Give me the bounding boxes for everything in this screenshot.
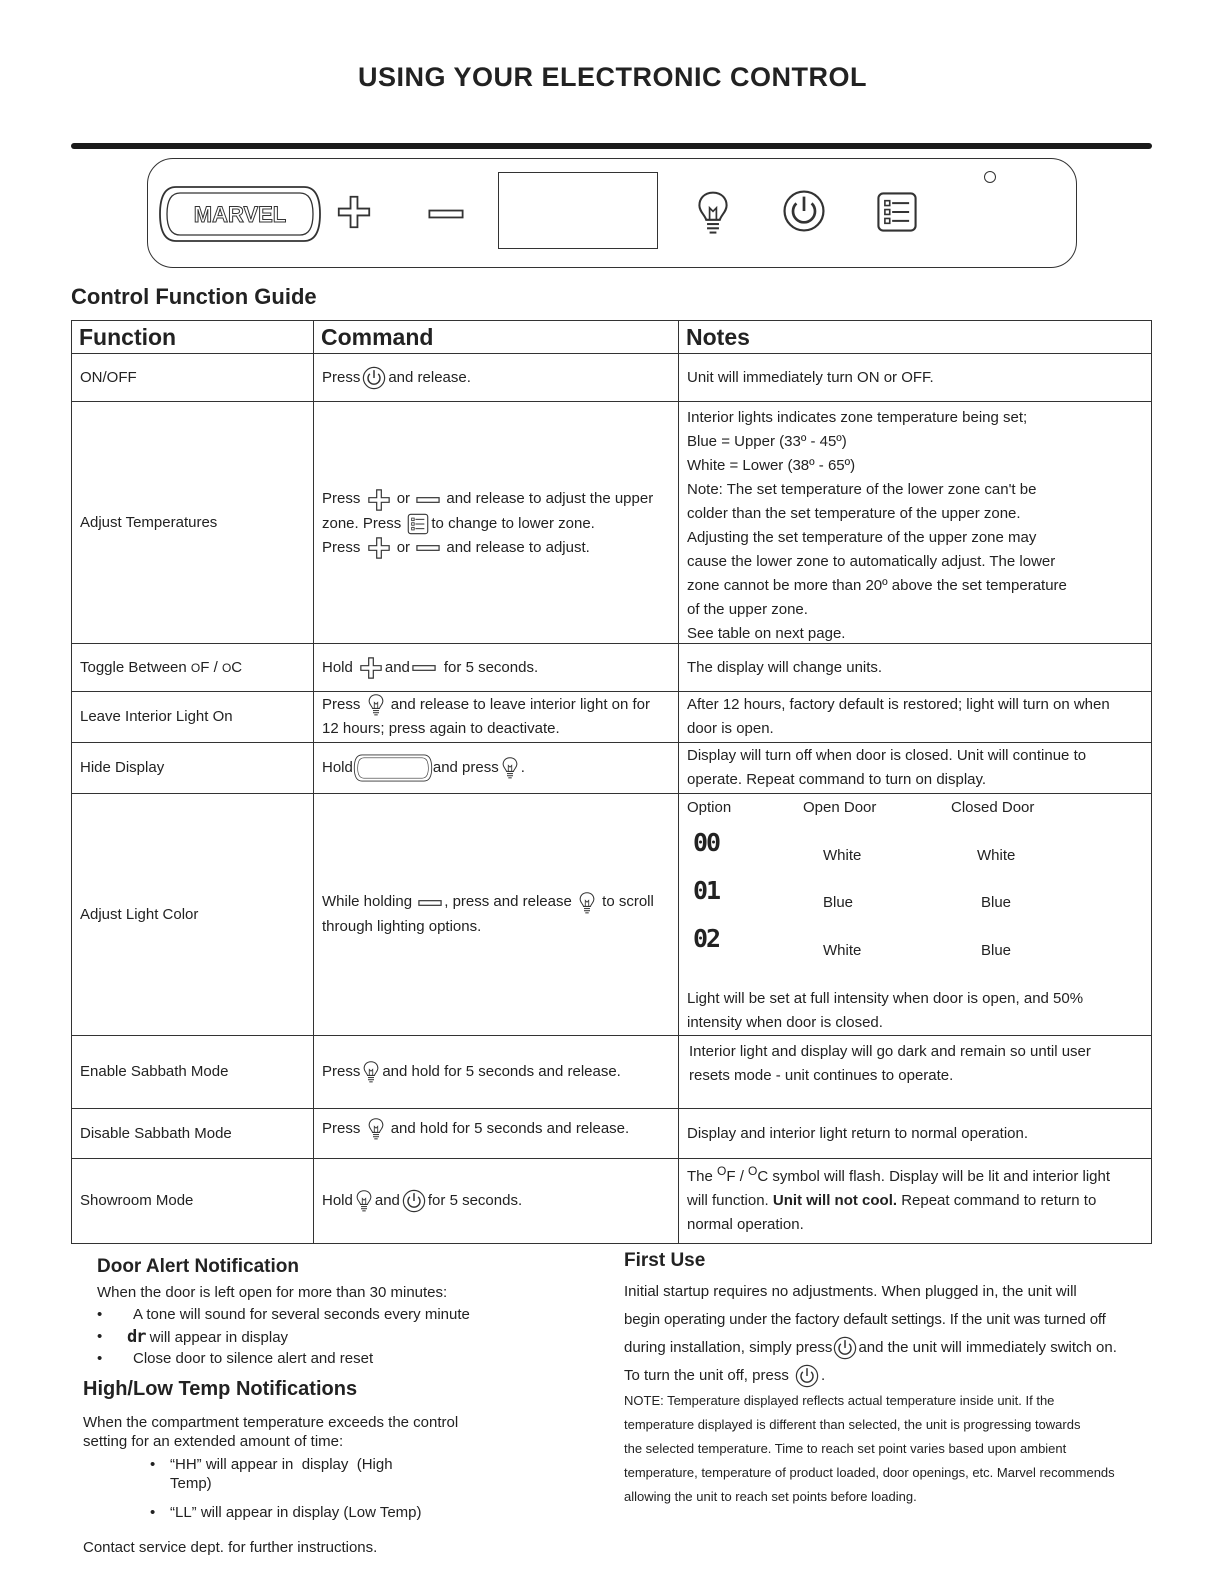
list-item-text: Temp)	[170, 1475, 212, 1492]
light-bulb-icon	[367, 693, 385, 717]
row-onoff-notes: Unit will immediately turn ON or OFF.	[678, 353, 1152, 402]
temp-notifications-title: High/Low Temp Notifications	[83, 1378, 358, 1400]
list-item: • “LL” will appear in display (Low Temp)	[150, 1504, 422, 1521]
command-text: and hold for 5 seconds and release.	[382, 1063, 621, 1080]
plus-icon	[367, 488, 391, 512]
list-item-text: will appear in display	[149, 1329, 289, 1346]
light-open-header: Open Door	[803, 799, 877, 816]
command-text: and	[384, 658, 410, 676]
minus-icon	[418, 899, 442, 907]
notes-line: operate. Repeat command to turn on display.	[687, 771, 987, 788]
command-text: 12 hours; press again to deactivate.	[322, 720, 560, 738]
power-icon	[833, 1336, 857, 1360]
degree-sup: O	[748, 1164, 758, 1178]
command-text: Press	[322, 490, 361, 508]
row-enable-sabbath-notes	[678, 1035, 1152, 1109]
command-text: to scroll	[602, 893, 654, 911]
command-text: and hold for 5 seconds and release.	[390, 1120, 630, 1137]
command-text: Press	[322, 1120, 361, 1137]
notes-line: Adjusting the set temperature of the upper zone may	[687, 529, 1037, 546]
light-closed-value: White	[977, 847, 1016, 864]
command-text: for 5 seconds.	[427, 1192, 523, 1209]
command-text: and release.	[388, 368, 471, 386]
body-line: Initial startup requires no adjustments. When plugged in, the unit will	[624, 1283, 1077, 1300]
list-item	[97, 1348, 557, 1370]
notes-text: normal operation.	[687, 1216, 804, 1233]
guide-title: Control Function Guide	[71, 284, 317, 309]
notes-line: resets mode - unit continues to operate.	[689, 1067, 954, 1084]
function-text: C	[231, 658, 243, 676]
power-icon	[782, 189, 826, 233]
row-enable-sabbath-command	[313, 1035, 679, 1109]
note-line: NOTE: Temperature displayed reflects actual temperature inside unit. If the	[624, 1393, 1055, 1408]
note-line: the selected temperature. Time to reach set point varies based upon ambient	[624, 1441, 1067, 1456]
light-open-value: White	[823, 847, 862, 864]
light-open-value: White	[823, 942, 862, 959]
temp-notifications-list	[150, 1455, 422, 1522]
command-text: Press	[322, 368, 361, 386]
notes-line: White = Lower (38º - 65º)	[687, 457, 856, 474]
minus-icon	[416, 496, 440, 504]
row-showroom-notes	[678, 1158, 1152, 1244]
command-text: or	[396, 490, 411, 508]
notes-line: Interior light and display will go dark and remain so until user	[689, 1043, 1091, 1060]
row-onoff-function: ON/OFF	[71, 353, 314, 402]
row-hide-display-function: Hide Display	[71, 742, 314, 794]
command-text: and release to leave interior light on for	[390, 696, 651, 713]
notes-text: Repeat command to return to	[897, 1192, 1097, 1209]
minus-icon	[416, 544, 440, 552]
list-item	[97, 1304, 557, 1326]
door-alert-intro: When the door is left open for more than 30 minutes:	[97, 1284, 448, 1301]
notes-line: of the upper zone.	[687, 601, 808, 618]
intro-line: When the compartment temperature exceeds the control	[83, 1414, 459, 1431]
command-text: through lighting options.	[322, 917, 482, 935]
power-icon	[362, 366, 386, 390]
row-hide-display-command	[313, 742, 679, 794]
row-enable-sabbath-function: Enable Sabbath Mode	[71, 1035, 314, 1109]
notes-text: The	[687, 1168, 718, 1185]
door-code: dr	[127, 1327, 146, 1347]
notes-text: will function.	[687, 1192, 773, 1209]
notes-text: C symbol will flash. Display will be lit and interior light	[757, 1168, 1110, 1185]
light-bulb-icon	[355, 1189, 373, 1213]
row-hide-display-notes	[678, 742, 1152, 794]
notes-line: Note: The set temperature of the lower zone can't be	[687, 481, 1037, 498]
first-use-body	[624, 1278, 1154, 1390]
notes-line: Interior lights indicates zone temperature being set;	[687, 409, 1028, 426]
body-line: begin operating under the factory default settings. If the unit was turned off	[624, 1311, 1106, 1328]
row-disable-sabbath-function: Disable Sabbath Mode	[71, 1108, 314, 1159]
power-icon	[402, 1189, 426, 1213]
first-use-note	[624, 1389, 1164, 1509]
light-bulb-icon	[696, 188, 730, 238]
list-item-text: “LL” will appear in display (Low Temp)	[170, 1504, 422, 1521]
light-closed-header: Closed Door	[951, 799, 1035, 816]
notes-line: Blue = Upper (33º - 45º)	[687, 433, 847, 450]
row-adjust-temp-notes	[678, 401, 1152, 644]
notes-line: cause the lower zone to automatically adjust. The lower	[687, 553, 1056, 570]
notes-line: See table on next page.	[687, 625, 846, 642]
row-toggle-command	[313, 643, 679, 692]
notes-line: Light will be set at full intensity when door is open, and 50%	[687, 990, 1084, 1007]
command-text: zone. Press	[322, 514, 402, 532]
row-toggle-function	[71, 643, 314, 692]
light-option-code: 02	[693, 924, 720, 953]
notes-line: colder than the set temperature of the upper zone.	[687, 505, 1021, 522]
page-title: USING YOUR ELECTRONIC CONTROL	[357, 62, 868, 92]
notes-line: intensity when door is closed.	[687, 1014, 883, 1031]
power-icon	[795, 1364, 819, 1388]
light-bulb-icon	[578, 891, 596, 915]
command-text: Hold	[322, 1192, 353, 1209]
command-text: and	[374, 1192, 400, 1209]
degree-sup: O	[717, 1164, 727, 1178]
command-text: for 5 seconds.	[443, 658, 539, 676]
note-line: temperature displayed is different than selected, the unit is progressing towards	[624, 1417, 1081, 1432]
notes-text: F /	[726, 1168, 749, 1185]
temp-notifications-intro	[83, 1413, 458, 1451]
light-bulb-icon	[501, 756, 519, 780]
light-open-value: Blue	[823, 894, 854, 911]
list-item-text: “HH” will appear in display (High	[170, 1456, 393, 1473]
control-panel-diagram	[147, 158, 1077, 268]
row-light-color-notes	[678, 793, 1152, 1036]
row-onoff-command	[313, 353, 679, 402]
marvel-logo-icon	[158, 183, 322, 245]
function-text: Toggle Between	[80, 658, 191, 676]
light-note	[687, 987, 1083, 1035]
header-notes: Notes	[678, 320, 1152, 354]
notes-line: After 12 hours, factory default is restored; light will turn on when	[687, 696, 1110, 713]
command-text: Hold	[322, 658, 353, 676]
command-text: Press	[322, 1063, 361, 1080]
plus-icon	[359, 656, 383, 680]
door-alert-list	[97, 1304, 557, 1370]
intro-line: setting for an extended amount of time:	[83, 1433, 344, 1450]
command-text: Press	[322, 538, 361, 556]
header-function: Function	[71, 320, 314, 354]
degree-sup: O	[221, 660, 232, 675]
notes-line: zone cannot be more than 20º above the set temperature	[687, 577, 1067, 594]
command-text: to change to lower zone.	[431, 514, 595, 532]
first-use-title: First Use	[624, 1250, 706, 1271]
list-item-text: Close door to silence alert and reset	[133, 1350, 374, 1367]
command-text: and release to adjust.	[446, 538, 590, 556]
panel-brand-text: MARVEL	[193, 202, 287, 227]
row-adjust-temp-function: Adjust Temperatures	[71, 401, 314, 644]
light-option-header: Option	[687, 799, 732, 816]
door-alert-title: Door Alert Notification	[97, 1256, 299, 1277]
minus-icon	[428, 208, 464, 220]
command-text: Press	[322, 696, 361, 713]
row-light-on-notes	[678, 691, 1152, 743]
row-disable-sabbath-notes: Display and interior light return to normal operation.	[678, 1108, 1152, 1159]
row-light-on-command	[313, 691, 679, 743]
marvel-logo-icon	[353, 753, 433, 783]
plus-icon	[336, 194, 372, 230]
plus-icon	[367, 536, 391, 560]
command-text: and release to adjust the upper	[446, 490, 654, 508]
light-option-code: 01	[693, 876, 720, 905]
row-toggle-notes: The display will change units.	[678, 643, 1152, 692]
command-text: , press and release	[444, 893, 572, 911]
light-bulb-icon	[362, 1060, 380, 1084]
light-closed-value: Blue	[981, 894, 1012, 911]
function-text: F /	[200, 658, 222, 676]
notes-line: Display will turn off when door is closed. Unit will continue to	[687, 747, 1087, 764]
list-item	[97, 1326, 557, 1348]
notes-warning: Unit will not cool.	[772, 1192, 898, 1209]
row-showroom-function: Showroom Mode	[71, 1158, 314, 1244]
light-closed-value: Blue	[981, 942, 1012, 959]
list-item-text: A tone will sound for several seconds every minute	[133, 1306, 470, 1323]
light-option-code: 00	[693, 828, 720, 857]
menu-icon	[407, 513, 429, 535]
command-text: and press	[432, 759, 499, 776]
note-line: allowing the unit to reach set points before loading.	[624, 1489, 917, 1504]
header-command: Command	[313, 320, 679, 354]
row-showroom-command	[313, 1158, 679, 1244]
body-line: and the unit will immediately switch on.	[858, 1339, 1117, 1356]
body-line: .	[821, 1367, 826, 1384]
title-rule	[71, 143, 1152, 149]
note-line: temperature, temperature of product loaded, door openings, etc. Marvel recommends	[624, 1465, 1115, 1480]
row-light-color-function: Adjust Light Color	[71, 793, 314, 1036]
row-adjust-temp-command	[313, 401, 679, 644]
command-text: While holding	[322, 893, 413, 911]
notes-line: door is open.	[687, 720, 774, 737]
command-text: or	[396, 538, 411, 556]
row-light-color-command	[313, 793, 679, 1036]
command-text: Hold	[322, 759, 353, 776]
contact-service-text: Contact service dept. for further instructions.	[83, 1539, 378, 1556]
control-function-table	[71, 320, 1152, 1244]
row-disable-sabbath-command	[313, 1108, 679, 1159]
display-window	[498, 172, 658, 249]
minus-icon	[412, 664, 436, 672]
command-text: .	[520, 759, 525, 776]
menu-icon	[876, 191, 918, 233]
list-item: • “HH” will appear in display (High Temp)	[150, 1455, 422, 1493]
body-line: To turn the unit off, press	[624, 1367, 789, 1384]
body-line: during installation, simply press	[624, 1339, 833, 1356]
degree-sup: O	[190, 660, 201, 675]
row-light-on-function: Leave Interior Light On	[71, 691, 314, 743]
indicator-dot	[984, 171, 996, 183]
light-bulb-icon	[367, 1117, 385, 1141]
